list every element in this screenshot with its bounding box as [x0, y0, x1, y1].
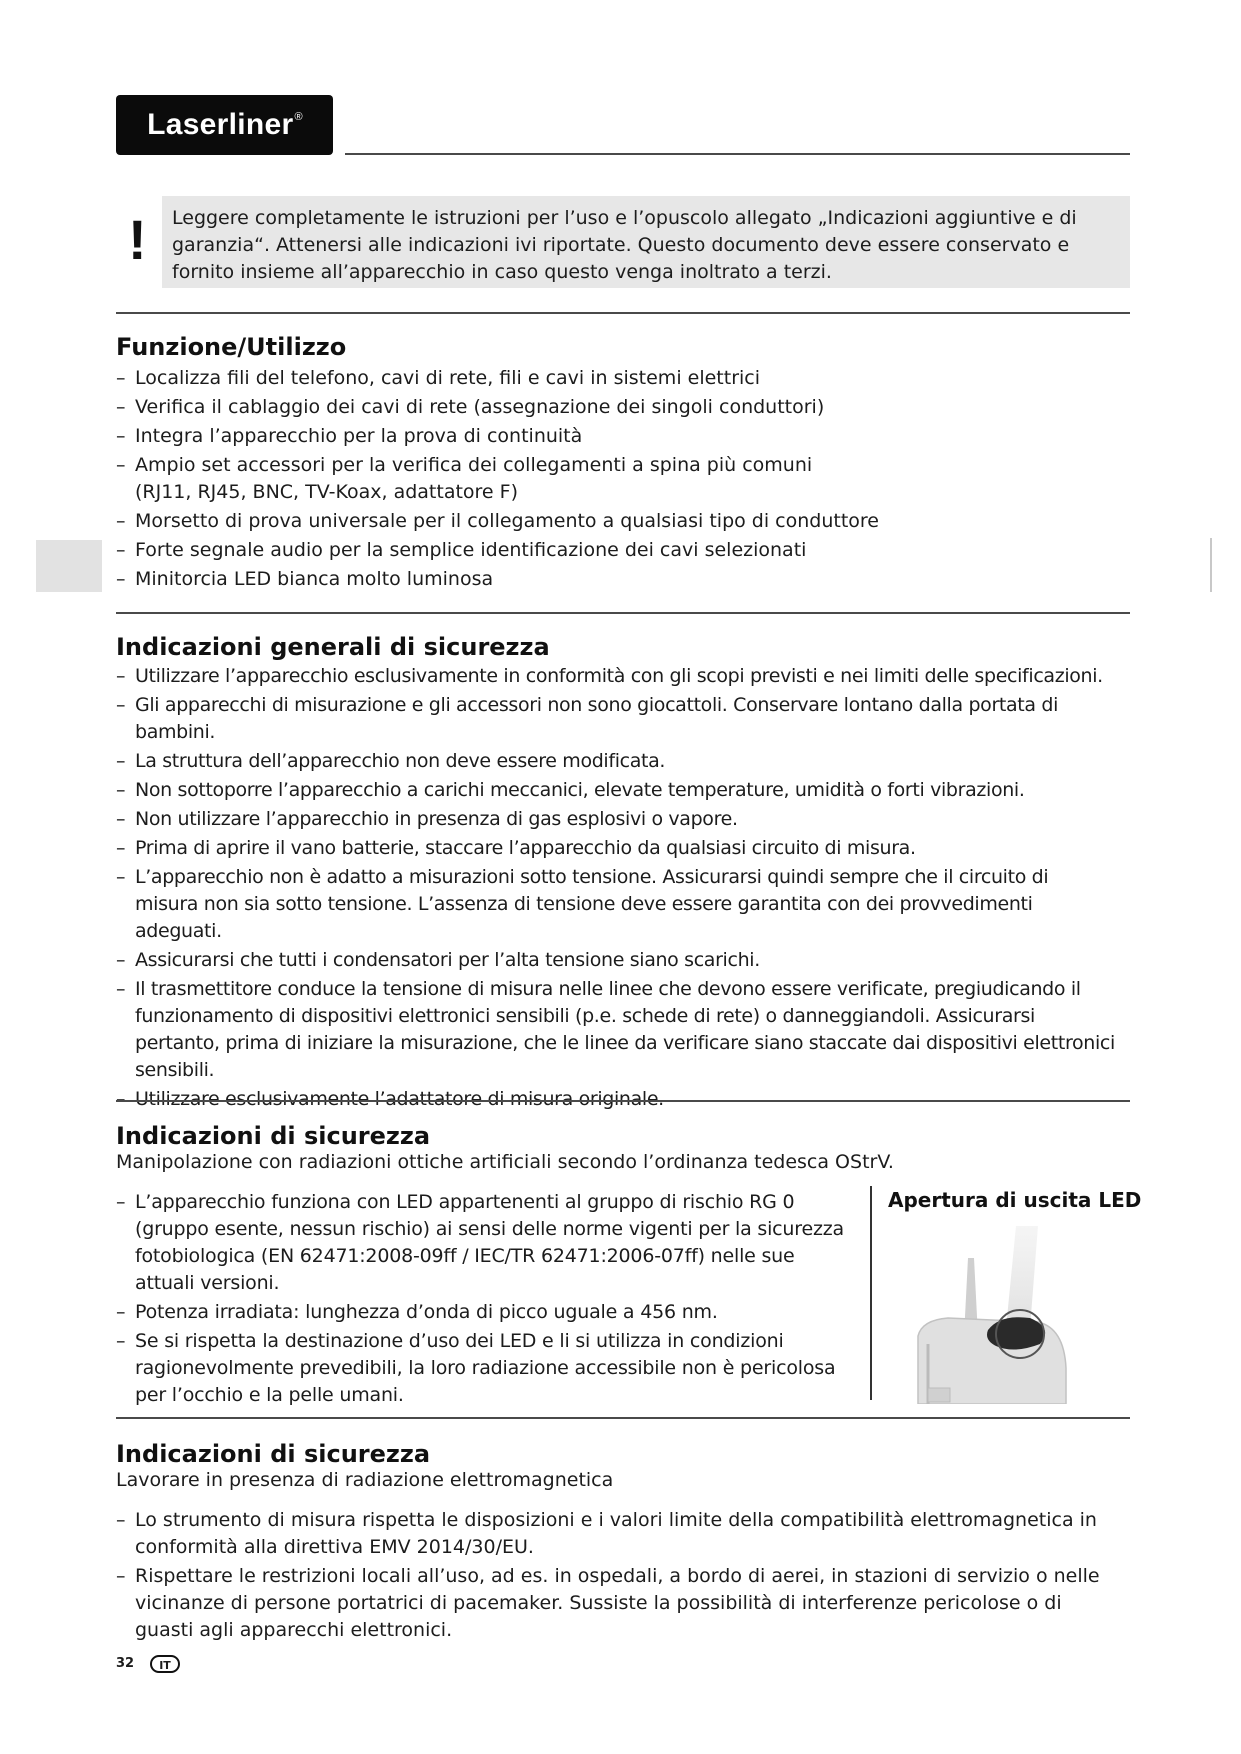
brand-logo: [116, 95, 333, 155]
list-item: – Non utilizzare l’apparecchio in presenza di gas esplosivi o vapore.: [116, 806, 1136, 833]
section-subtitle: Lavorare in presenza di radiazione elettromagnetica: [116, 1469, 614, 1491]
chapter-tab-marker: [36, 540, 102, 592]
list-item: – Morsetto di prova universale per il collegamento a qualsiasi tipo di conduttore: [116, 508, 1116, 535]
exclamation-icon: !: [128, 208, 147, 271]
list-item: – Verifica il cablaggio dei cavi di rete (assegnazione dei singoli conduttori): [116, 394, 1116, 421]
list-item: – Gli apparecchi di misurazione e gli accessori non sono giocattoli. Conservare lontano dalla portata di bambini.: [116, 692, 1136, 746]
divider: [116, 612, 1130, 614]
list-item: – Integra l’apparecchio per la prova di continuità: [116, 423, 1116, 450]
list-item: – Se si rispetta la destinazione d’uso dei LED e li si utilizza in condizioni ragionevolmente prevedibili, la loro radiazione accessibile non è pericolosa per l’occhio e la pelle umani.: [116, 1328, 856, 1409]
list-item: – Ampio set accessori per la verifica dei collegamenti a spina più comuni (RJ11, RJ45, BNC, TV-Koax, adattatore F): [116, 452, 835, 506]
optical-safety-list: [116, 1189, 856, 1411]
list-item: – L’apparecchio non è adatto a misurazioni sotto tensione. Assicurarsi quindi sempre che il circuito di misura non sia sotto tensione. L’assenza di tensione deve essere garantita con dei provvedimenti adeguati.: [116, 864, 1115, 945]
list-item: – Rispettare le restrizioni locali all’uso, ad es. in ospedali, a bordo di aerei, in stazioni di servizio o nelle vicinanze di persone portatrici di pacemaker. Sussiste la possibilità di interferenze pericolose o di guasti agli apparecchi elettronici.: [116, 1563, 1125, 1644]
section-title-em-safety: Indicazioni di sicurezza: [116, 1440, 431, 1468]
em-safety-list: [116, 1507, 1116, 1646]
figure-divider: [870, 1186, 872, 1400]
list-item: – Prima di aprire il vano batterie, staccare l’apparecchio da qualsiasi circuito di misura.: [116, 835, 1136, 862]
edge-mark: [1210, 538, 1212, 592]
notice-text: Leggere completamente le istruzioni per l’uso e l’opuscolo allegato „Indicazioni aggiuntive e di garanzia“. Attenersi alle indicazioni ivi riportate. Questo documento deve essere conservato e fornito insieme all’apparecchio in caso questo venga inoltrato a terzi.: [172, 207, 1077, 283]
header-rule: [345, 153, 1130, 155]
list-item: – Lo strumento di misura rispetta le disposizioni e i valori limite della compatibilità elettromagnetica in conformità alla direttiva EMV 2014/30/EU.: [116, 1507, 1105, 1561]
function-list: [116, 365, 1116, 595]
language-badge: IT: [150, 1655, 180, 1673]
list-item: – Il trasmettitore conduce la tensione di misura nelle linee che devono essere verificate, pregiudicando il funzionamento di dispositivi elettronici sensibili (p.e. schede di rete) o danneggiandoli. Assicurarsi pertanto, prima di iniziare la misurazione, che le linee da verificare siano staccate dai dispositivi elettronici sensibili.: [116, 976, 1115, 1084]
list-item: – Potenza irradiata: lunghezza d’onda di picco uguale a 456 nm.: [116, 1299, 856, 1326]
brand-name: Laserliner: [147, 108, 294, 141]
divider: [116, 312, 1130, 314]
divider: [116, 1417, 1130, 1419]
section-subtitle: Manipolazione con radiazioni ottiche artificiali secondo l’ordinanza tedesca OStrV.: [116, 1151, 894, 1173]
list-item: – La struttura dell’apparecchio non deve essere modificata.: [116, 748, 1136, 775]
divider: [116, 1100, 1130, 1102]
list-item: – Localizza fili del telefono, cavi di rete, fili e cavi in sistemi elettrici: [116, 365, 1116, 392]
list-item: – Minitorcia LED bianca molto luminosa: [116, 566, 1116, 593]
section-title-general-safety: Indicazioni generali di sicurezza: [116, 633, 550, 661]
page-number: 32: [116, 1656, 135, 1671]
registered-mark: ®: [294, 111, 303, 123]
list-item: – Utilizzare l’apparecchio esclusivamente in conformità con gli scopi previsti e nei limiti delle specificazioni.: [116, 663, 1136, 690]
list-item: – Forte segnale audio per la semplice identificazione dei cavi selezionati: [116, 537, 1116, 564]
list-item: – Assicurarsi che tutti i condensatori per l’alta tensione siano scarichi.: [116, 947, 1136, 974]
section-title-optical-safety: Indicazioni di sicurezza: [116, 1122, 431, 1150]
figure-caption: Apertura di uscita LED: [888, 1188, 1142, 1212]
list-item: – L’apparecchio funziona con LED appartenenti al gruppo di rischio RG 0 (gruppo esente, nessun rischio) ai sensi delle norme vigenti per la sicurezza fotobiologica (EN 62471:2008-09ff / IEC/TR 62471:2006-07ff) nelle sue attuali versioni.: [116, 1189, 856, 1297]
general-safety-list: [116, 663, 1136, 1115]
list-item: – Non sottoporre l’apparecchio a carichi meccanici, elevate temperature, umidità o forti vibrazioni.: [116, 777, 1136, 804]
list-item: – Utilizzare esclusivamente l’adattatore di misura originale.: [116, 1086, 1136, 1113]
section-title-function: Funzione/Utilizzo: [116, 333, 347, 361]
led-aperture-illustration: [888, 1218, 1128, 1404]
